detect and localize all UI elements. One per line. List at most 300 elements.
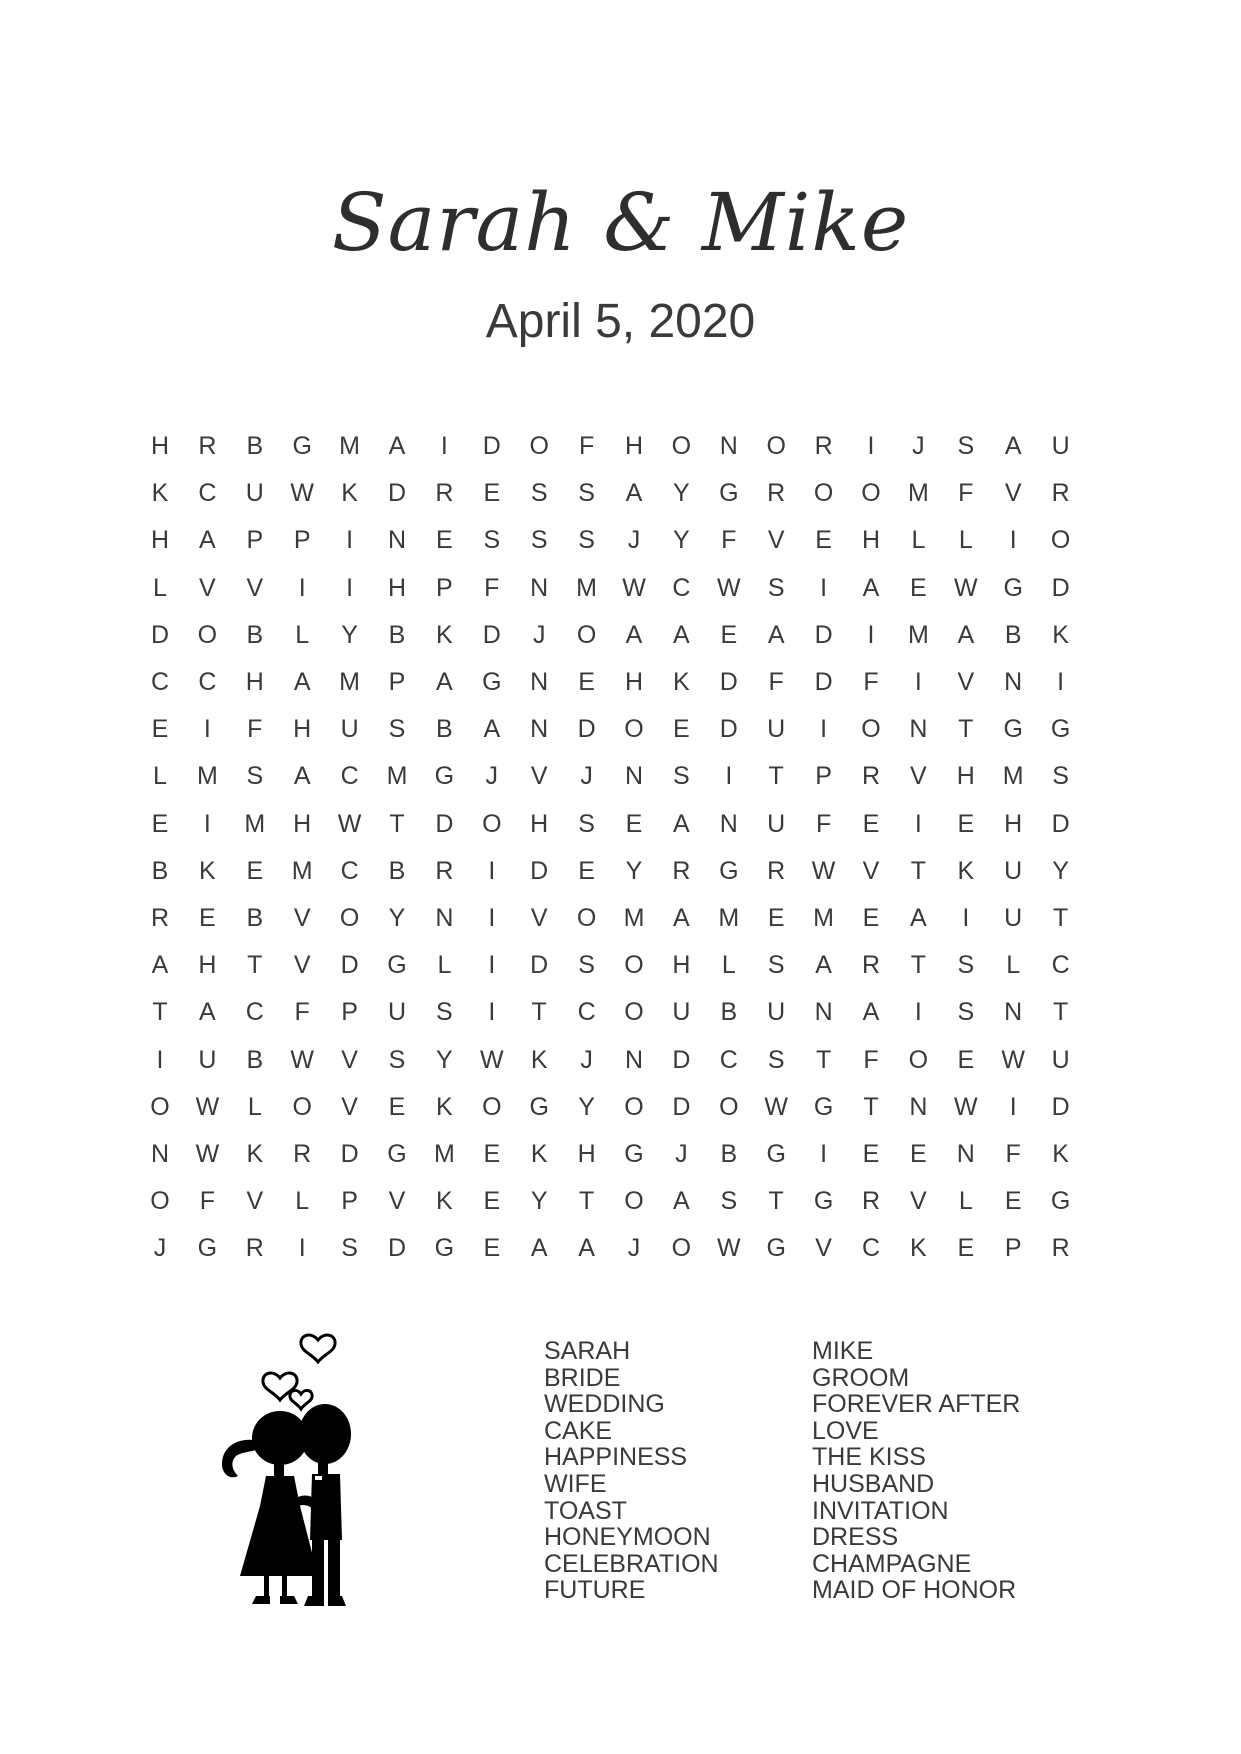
grid-letter: C <box>577 998 596 1027</box>
grid-letter: E <box>910 573 927 602</box>
grid-letter: J <box>912 432 925 460</box>
grid-letter: J <box>153 1234 167 1263</box>
grid-letter: F <box>768 668 784 696</box>
grid-letter: D <box>530 951 549 980</box>
grid-letter: A <box>673 809 690 838</box>
grid-letter: K <box>199 856 216 885</box>
grid-letter: E <box>815 526 832 555</box>
grid-letter: B <box>388 856 406 885</box>
grid-letter: Y <box>436 1045 453 1074</box>
grid-letter: W <box>290 479 314 508</box>
grid-row <box>150 615 1090 655</box>
grid-letter: I <box>820 715 828 744</box>
grid-row <box>150 1087 1090 1127</box>
grid-letter: Y <box>388 904 406 932</box>
grid-letter: A <box>483 715 501 744</box>
grid-letter: I <box>1057 668 1065 696</box>
grid-letter: M <box>576 573 597 602</box>
grid-letter: G <box>434 1234 455 1263</box>
grid-row <box>150 1134 1090 1174</box>
grid-letter: O <box>624 951 644 980</box>
grid-letter: K <box>151 479 169 508</box>
grid-letter: R <box>767 479 786 508</box>
grid-row <box>150 992 1090 1032</box>
grid-letter: M <box>291 856 313 885</box>
grid-letter: S <box>957 951 975 980</box>
grid-letter: O <box>197 620 218 649</box>
grid-letter: T <box>152 998 168 1027</box>
grid-letter: I <box>725 762 733 791</box>
grid-letter: E <box>578 668 595 696</box>
grid-letter: H <box>624 432 644 460</box>
grid-letter: L <box>295 1187 310 1216</box>
grid-letter: D <box>719 668 738 696</box>
grid-letter: B <box>246 904 264 932</box>
grid-letter: I <box>914 809 922 838</box>
grid-letter: A <box>625 620 643 649</box>
page-title: Sarah & Mike <box>331 176 910 269</box>
grid-letter: G <box>197 1234 218 1263</box>
word-list-item: SARAH <box>544 1337 631 1365</box>
grid-letter: E <box>957 1045 975 1074</box>
grid-letter: A <box>862 998 880 1027</box>
grid-letter: A <box>293 762 311 791</box>
grid-letter: U <box>672 998 691 1027</box>
grid-letter: G <box>529 1092 549 1121</box>
grid-letter: N <box>624 1045 644 1074</box>
word-list-item: GROOM <box>812 1363 910 1392</box>
grid-letter: O <box>624 1187 644 1216</box>
grid-row <box>150 426 1090 466</box>
grid-letter: C <box>245 998 264 1027</box>
grid-letter: G <box>1003 573 1023 602</box>
grid-letter: O <box>482 809 502 838</box>
grid-letter: N <box>909 1092 928 1121</box>
grid-letter: G <box>1050 715 1071 744</box>
word-list-item: FUTURE <box>544 1576 646 1605</box>
grid-letter: I <box>488 951 496 980</box>
grid-letter: R <box>245 1234 264 1263</box>
grid-letter: I <box>867 620 875 649</box>
grid-letter: N <box>719 809 738 838</box>
grid-letter: B <box>246 620 264 649</box>
grid-letter: D <box>435 809 454 838</box>
grid-letter: O <box>576 904 597 932</box>
grid-letter: F <box>578 432 595 460</box>
grid-letter: H <box>624 668 644 696</box>
grid-letter: P <box>815 762 832 791</box>
grid-letter: B <box>151 856 169 885</box>
word-list-item: MAID OF HONOR <box>812 1576 1017 1605</box>
grid-letter: M <box>813 904 834 932</box>
word-list-right <box>812 1338 1020 1604</box>
grid-letter: A <box>862 573 880 602</box>
grid-letter: F <box>294 998 310 1027</box>
grid-row <box>150 945 1090 985</box>
grid-row <box>150 1228 1090 1268</box>
grid-letter: S <box>246 762 264 791</box>
grid-letter: N <box>624 762 644 791</box>
grid-letter: V <box>815 1234 832 1263</box>
grid-letter: H <box>293 715 312 744</box>
word-list-item: TOAST <box>544 1496 627 1525</box>
grid-letter: D <box>482 620 501 649</box>
grid-letter: U <box>767 809 786 838</box>
grid-letter: E <box>483 479 501 508</box>
grid-letter: I <box>867 432 875 460</box>
grid-letter: V <box>341 1092 358 1121</box>
grid-letter: I <box>346 573 354 602</box>
grid-letter: D <box>340 1140 359 1168</box>
grid-letter: N <box>530 668 549 696</box>
grid-letter: T <box>578 1187 595 1216</box>
grid-letter: I <box>298 573 306 602</box>
grid-letter: P <box>436 573 453 602</box>
grid-letter: N <box>387 526 407 555</box>
grid-letter: L <box>958 526 973 555</box>
grid-letter: I <box>203 809 211 838</box>
grid-letter: B <box>436 715 453 744</box>
grid-letter: W <box>622 573 646 602</box>
grid-letter: B <box>246 1045 264 1074</box>
grid-letter: T <box>768 1187 784 1216</box>
grid-letter: O <box>861 479 881 508</box>
grid-letter: S <box>767 1045 785 1074</box>
grid-letter: G <box>624 1140 644 1168</box>
grid-letter: S <box>436 998 453 1027</box>
grid-letter: L <box>721 951 736 980</box>
grid-letter: A <box>388 432 406 460</box>
grid-row <box>150 709 1090 749</box>
grid-letter: G <box>719 479 739 508</box>
grid-letter: A <box>530 1234 548 1263</box>
grid-letter: N <box>1004 998 1023 1027</box>
grid-letter: A <box>673 1187 690 1216</box>
grid-letter: D <box>150 620 170 649</box>
grid-letter: M <box>386 762 408 791</box>
grid-letter: F <box>484 573 500 602</box>
grid-letter: A <box>673 620 690 649</box>
grid-letter: L <box>911 526 926 555</box>
grid-letter: H <box>672 951 691 980</box>
grid-letter: T <box>389 809 405 838</box>
grid-letter: D <box>719 715 738 744</box>
grid-letter: A <box>625 479 643 508</box>
grid-letter: T <box>910 856 927 885</box>
grid-letter: H <box>150 526 170 555</box>
grid-letter: B <box>1004 620 1022 649</box>
grid-letter: M <box>339 668 360 696</box>
word-list-item: BRIDE <box>544 1363 621 1392</box>
grid-letter: U <box>1051 1045 1070 1074</box>
grid-letter: S <box>767 951 785 980</box>
grid-letter: R <box>767 856 786 885</box>
grid-letter: I <box>820 573 828 602</box>
grid-letter: C <box>198 479 217 508</box>
grid-letter: T <box>815 1045 832 1074</box>
grid-letter: W <box>953 1092 978 1121</box>
grid-letter: H <box>150 432 170 460</box>
grid-letter: U <box>198 1045 217 1074</box>
grid-letter: J <box>580 762 593 791</box>
grid-letter: S <box>388 715 406 744</box>
grid-letter: I <box>488 856 496 885</box>
grid-letter: M <box>244 809 266 838</box>
grid-letter: E <box>862 904 880 932</box>
grid-letter: E <box>151 809 169 838</box>
grid-letter: V <box>341 1045 358 1074</box>
grid-letter: E <box>483 1140 501 1168</box>
grid-letter: E <box>388 1092 406 1121</box>
grid-letter: I <box>914 998 922 1027</box>
grid-letter: R <box>435 479 454 508</box>
grid-letter: K <box>530 1140 548 1168</box>
grid-letter: V <box>246 573 264 602</box>
grid-letter: D <box>672 1092 691 1121</box>
grid-letter: J <box>532 620 546 649</box>
grid-letter: U <box>387 998 407 1027</box>
grid-letter: E <box>957 1234 975 1263</box>
grid-letter: B <box>246 432 264 460</box>
grid-letter: Y <box>578 1092 595 1121</box>
grid-letter: O <box>766 432 786 460</box>
grid-letter: S <box>578 526 595 555</box>
grid-letter: O <box>1050 526 1071 555</box>
grid-letter: T <box>768 762 784 791</box>
grid-letter: I <box>346 526 354 555</box>
grid-letter: G <box>813 1092 834 1121</box>
grid-row <box>150 1040 1090 1080</box>
grid-letter: A <box>767 620 785 649</box>
grid-letter: D <box>530 856 549 885</box>
grid-letter: D <box>1051 809 1070 838</box>
grid-letter: M <box>718 904 740 932</box>
grid-letter: R <box>672 856 691 885</box>
grid-letter: O <box>150 1092 170 1121</box>
grid-letter: D <box>672 1045 691 1074</box>
grid-letter: U <box>1004 904 1023 932</box>
grid-letter: S <box>578 479 595 508</box>
grid-letter: G <box>292 432 312 460</box>
grid-letter: S <box>530 526 548 555</box>
kissing-couple-icon <box>200 1330 400 1610</box>
grid-letter: O <box>339 904 360 932</box>
grid-letter: A <box>436 668 453 696</box>
grid-letter: G <box>387 1140 407 1168</box>
grid-letter: N <box>530 573 549 602</box>
grid-letter: O <box>624 715 644 744</box>
grid-letter: N <box>1004 668 1023 696</box>
grid-letter: U <box>1004 856 1023 885</box>
grid-letter: V <box>767 526 785 555</box>
grid-letter: G <box>387 951 407 980</box>
grid-letter: P <box>293 526 311 555</box>
grid-letter: K <box>910 1234 927 1263</box>
grid-letter: D <box>340 951 359 980</box>
grid-letter: R <box>1051 479 1070 508</box>
grid-letter: I <box>488 904 496 932</box>
grid-letter: D <box>482 432 501 460</box>
word-list-left <box>544 1338 719 1604</box>
grid-row <box>150 898 1090 938</box>
grid-letter: I <box>488 998 496 1027</box>
grid-letter: V <box>862 856 880 885</box>
grid-letter: F <box>1005 1140 1021 1168</box>
grid-letter: W <box>811 856 836 885</box>
grid-letter: E <box>199 904 216 932</box>
grid-letter: S <box>578 809 595 838</box>
word-list-item: HUSBAND <box>812 1469 935 1498</box>
grid-letter: I <box>820 1140 828 1168</box>
word-list-item: MIKE <box>812 1337 874 1365</box>
grid-letter: K <box>673 668 690 696</box>
grid-letter: A <box>815 951 832 980</box>
grid-letter: M <box>907 479 929 508</box>
grid-letter: E <box>151 715 169 744</box>
grid-letter: P <box>1004 1234 1022 1263</box>
grid-letter: R <box>198 432 217 460</box>
grid-letter: M <box>907 620 929 649</box>
grid-letter: L <box>958 1187 973 1216</box>
grid-letter: K <box>436 1092 453 1121</box>
grid-letter: K <box>436 620 453 649</box>
grid-letter: C <box>340 762 359 791</box>
grid-letter: W <box>195 1092 220 1121</box>
grid-letter: S <box>1052 762 1069 791</box>
grid-letter: O <box>671 1234 692 1263</box>
grid-letter: J <box>675 1140 688 1168</box>
grid-letter: A <box>151 951 169 980</box>
grid-letter: A <box>673 904 690 932</box>
grid-letter: K <box>957 856 975 885</box>
grid-letter: N <box>814 998 833 1027</box>
grid-letter: E <box>483 1187 501 1216</box>
grid-letter: E <box>483 1234 501 1263</box>
grid-letter: I <box>203 715 211 744</box>
grid-letter: T <box>1052 904 1069 932</box>
word-list-item: CHAMPAGNE <box>812 1549 972 1578</box>
word-list-item: FOREVER AFTER <box>812 1390 1021 1419</box>
grid-letter: R <box>814 432 833 460</box>
grid-letter: V <box>246 1187 264 1216</box>
grid-letter: A <box>910 904 927 932</box>
grid-letter: S <box>530 479 548 508</box>
grid-letter: H <box>293 809 312 838</box>
grid-row <box>150 804 1090 844</box>
grid-letter: O <box>861 715 881 744</box>
grid-letter: H <box>245 668 264 696</box>
grid-letter: F <box>815 809 832 838</box>
word-list-item: LOVE <box>812 1416 879 1445</box>
grid-letter: R <box>861 951 881 980</box>
grid-letter: T <box>247 951 263 980</box>
grid-letter: O <box>813 479 834 508</box>
grid-letter: K <box>1052 1140 1069 1168</box>
grid-letter: M <box>623 904 645 932</box>
grid-letter: I <box>1009 1092 1017 1121</box>
grid-letter: U <box>245 479 264 508</box>
grid-letter: E <box>767 904 785 932</box>
grid-letter: O <box>150 1187 170 1216</box>
grid-letter: H <box>577 1140 596 1168</box>
grid-row <box>150 520 1090 560</box>
grid-letter: E <box>862 809 880 838</box>
grid-letter: G <box>719 856 739 885</box>
grid-row <box>150 756 1090 796</box>
word-list-item: WIFE <box>544 1469 607 1498</box>
grid-letter: T <box>958 715 974 744</box>
grid-letter: L <box>1006 951 1021 980</box>
word-list-item: HONEYMOON <box>544 1523 711 1552</box>
grid-letter: Y <box>530 1187 548 1216</box>
grid-letter: L <box>153 762 167 791</box>
grid-letter: C <box>672 573 691 602</box>
grid-letter: V <box>910 762 927 791</box>
grid-letter: K <box>1052 620 1069 649</box>
grid-letter: E <box>720 620 738 649</box>
grid-letter: E <box>1004 1187 1022 1216</box>
grid-letter: V <box>293 904 311 932</box>
grid-letter: T <box>863 1092 879 1121</box>
grid-letter: U <box>1051 432 1070 460</box>
grid-letter: O <box>576 620 597 649</box>
grid-letter: D <box>387 479 407 508</box>
grid-letter: O <box>719 1092 739 1121</box>
grid-letter: D <box>387 1234 407 1263</box>
grid-row <box>150 1181 1090 1221</box>
grid-letter: R <box>293 1140 312 1168</box>
grid-letter: T <box>531 998 547 1027</box>
grid-letter: E <box>578 856 595 885</box>
grid-letter: G <box>1050 1187 1071 1216</box>
grid-letter: G <box>766 1234 786 1263</box>
grid-letter: C <box>1051 951 1070 980</box>
grid-letter: W <box>479 1045 504 1074</box>
word-list-item: INVITATION <box>812 1496 949 1525</box>
grid-letter: F <box>863 668 879 696</box>
grid-letter: S <box>483 526 501 555</box>
word-list-item: HAPPINESS <box>544 1443 688 1472</box>
grid-letter: V <box>293 951 311 980</box>
grid-letter: L <box>437 951 452 980</box>
grid-letter: C <box>198 668 217 696</box>
grid-letter: O <box>624 1092 644 1121</box>
grid-letter: K <box>246 1140 264 1168</box>
grid-letter: N <box>530 715 549 744</box>
grid-letter: I <box>440 432 448 460</box>
grid-letter: R <box>1051 1234 1070 1263</box>
grid-letter: W <box>195 1140 220 1168</box>
grid-letter: S <box>578 951 595 980</box>
grid-letter: F <box>958 479 974 508</box>
grid-letter: M <box>433 1140 455 1168</box>
word-list-item: CELEBRATION <box>544 1549 719 1578</box>
grid-row <box>150 662 1090 702</box>
grid-letter: V <box>530 762 548 791</box>
grid-letter: V <box>1004 479 1022 508</box>
grid-letter: P <box>341 998 358 1027</box>
grid-letter: M <box>196 762 218 791</box>
grid-letter: M <box>339 432 360 460</box>
grid-letter: L <box>153 573 167 602</box>
grid-letter: R <box>861 762 881 791</box>
grid-letter: K <box>436 1187 453 1216</box>
grid-letter: S <box>957 998 975 1027</box>
grid-letter: V <box>388 1187 406 1216</box>
grid-letter: W <box>1001 1045 1025 1074</box>
grid-row <box>150 568 1090 608</box>
grid-letter: P <box>341 1187 358 1216</box>
